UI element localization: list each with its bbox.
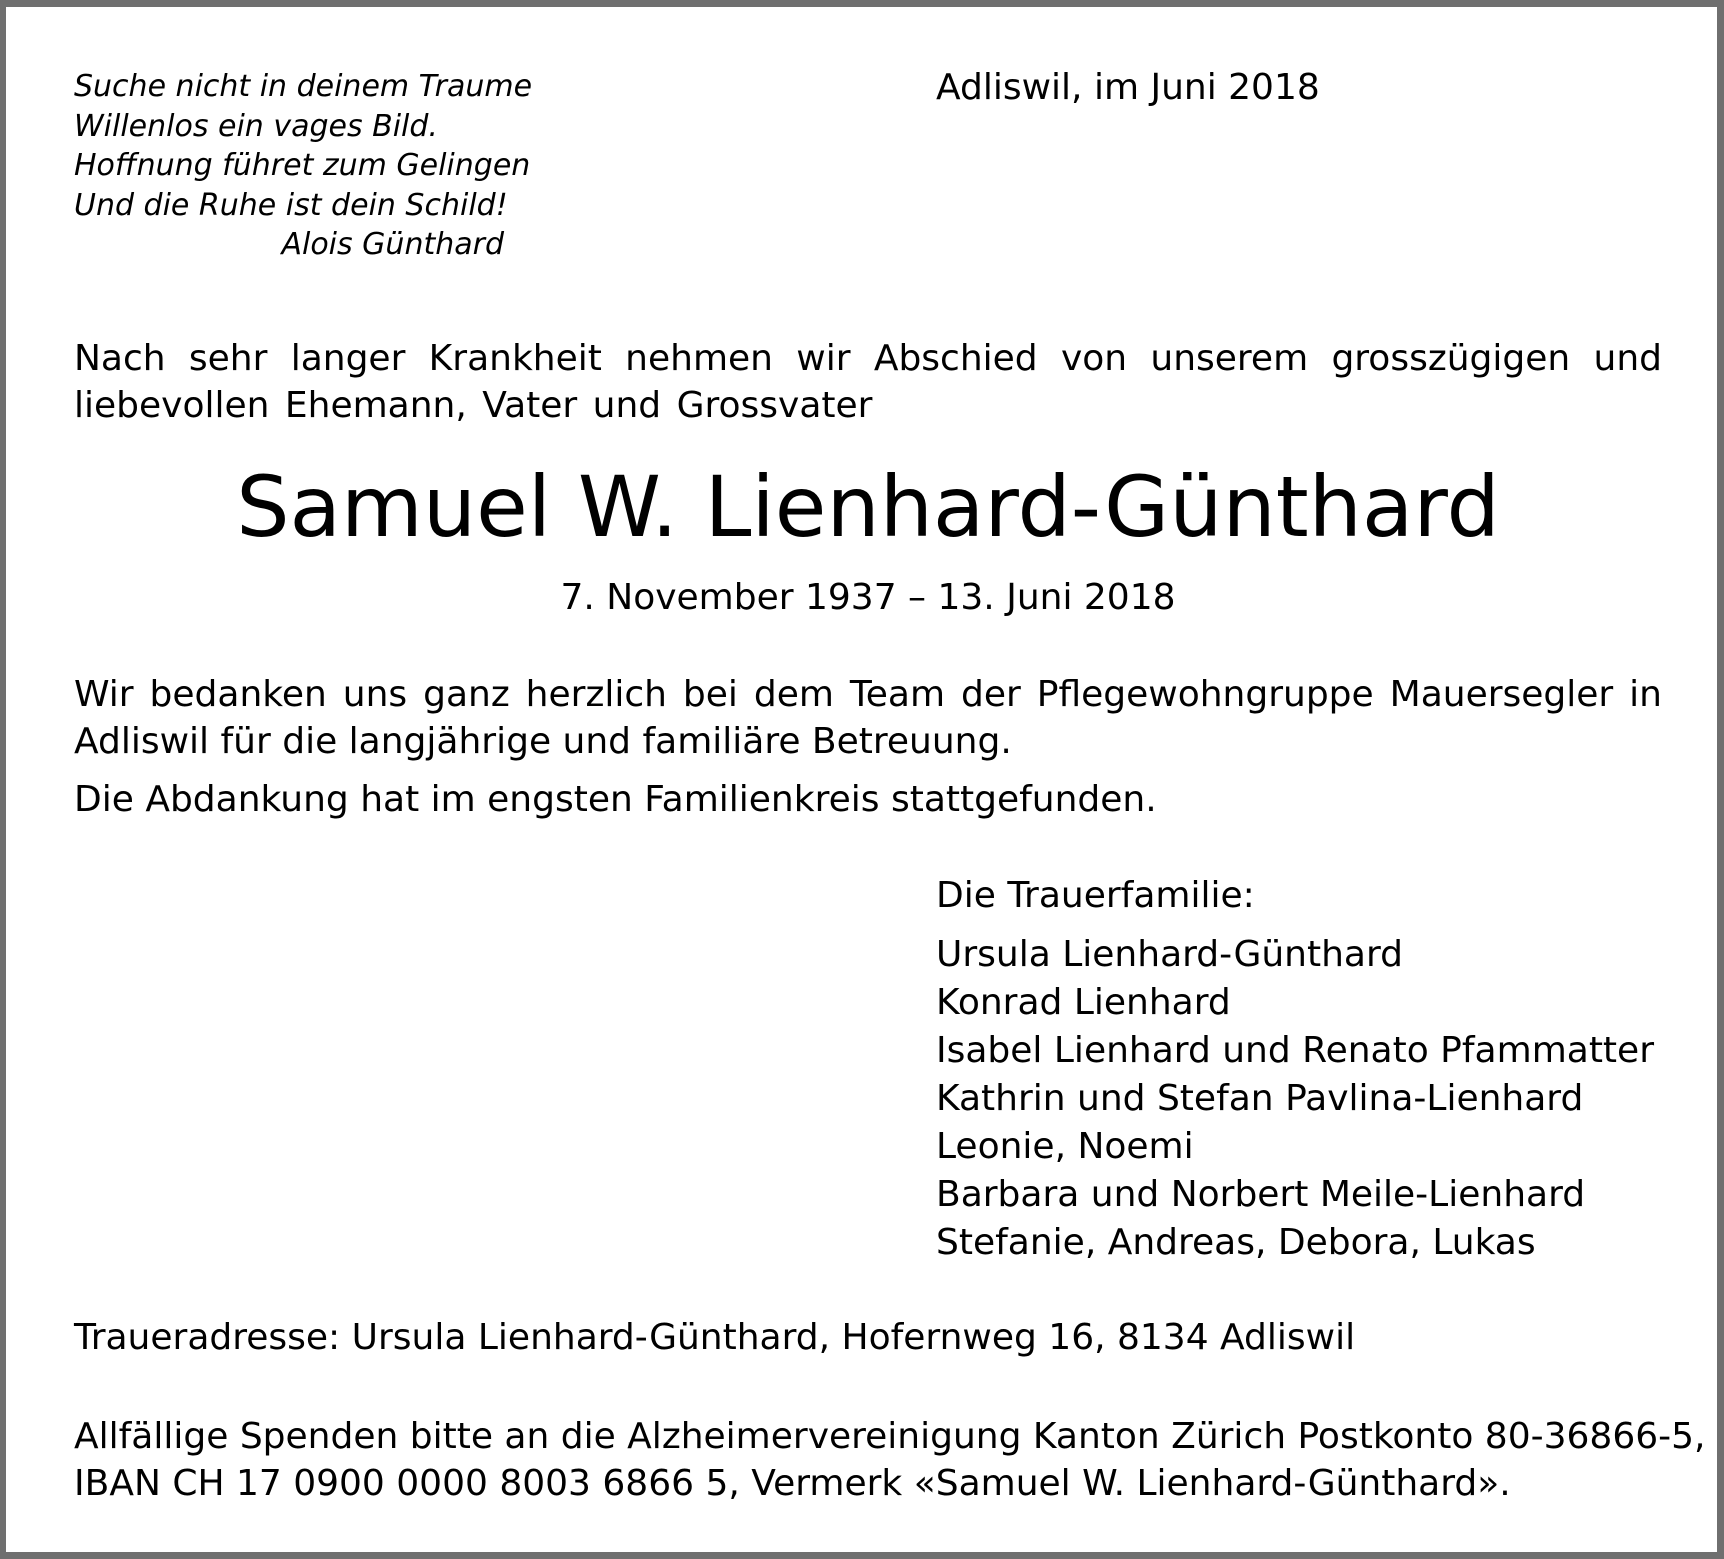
family-title: Die Trauerfamilie: (936, 875, 1255, 916)
poem-line: Und die Ruhe ist dein Schild! (74, 187, 508, 223)
deceased-name: Samuel W. Lienhard-Günthard (236, 458, 1500, 556)
family-member: Stefanie, Andreas, Debora, Lukas (936, 1222, 1536, 1263)
ceremony-text: Die Abdankung hat im engsten Familienkreis stattgefunden. (74, 779, 1157, 820)
poem-author: Alois Günthard (281, 227, 504, 262)
poem-line: Willenlos ein vages Bild. (74, 108, 438, 144)
family-member: Leonie, Noemi (936, 1126, 1194, 1167)
poem (74, 67, 534, 265)
family-list (936, 931, 1654, 1267)
donations-text (74, 1413, 1705, 1507)
donations-line: Allfällige Spenden bitte an die Alzheimervereinigung Kanton Zürich Postkonto 80-36866-5, (74, 1416, 1706, 1457)
mourning-address: Traueradresse: Ursula Lienhard-Günthard, Hofernweg 16, 8134 Adliswil (74, 1317, 1356, 1358)
poem-line: Suche nicht in deinem Traume (74, 69, 533, 104)
intro-text: Nach sehr langer Krankheit nehmen wir Abschied von unserem grosszügigen und liebevollen Ehemann, Vater und Grossvater (74, 338, 1662, 426)
family-member: Isabel Lienhard und Renato Pfammatter (936, 1030, 1654, 1071)
family-member: Barbara und Norbert Meile-Lienhard (936, 1174, 1586, 1215)
thanks-text: Wir bedanken uns ganz herzlich bei dem Team der Pflegewohngruppe Mauersegler in Adliswil für die langjährige und familiäre Betreuung. (74, 674, 1662, 762)
place-date: Adliswil, im Juni 2018 (936, 67, 1320, 108)
poem-line: Hoffnung führet zum Gelingen (74, 148, 531, 183)
family-member: Kathrin und Stefan Pavlina-Lienhard (936, 1078, 1584, 1119)
family-member: Konrad Lienhard (936, 982, 1231, 1023)
donations-line: IBAN CH 17 0900 0000 8003 6866 5, Vermerk «Samuel W. Lienhard-Günthard». (74, 1463, 1511, 1504)
family-member: Ursula Lienhard-Günthard (936, 934, 1403, 975)
life-dates: 7. November 1937 – 13. Juni 2018 (560, 577, 1176, 618)
